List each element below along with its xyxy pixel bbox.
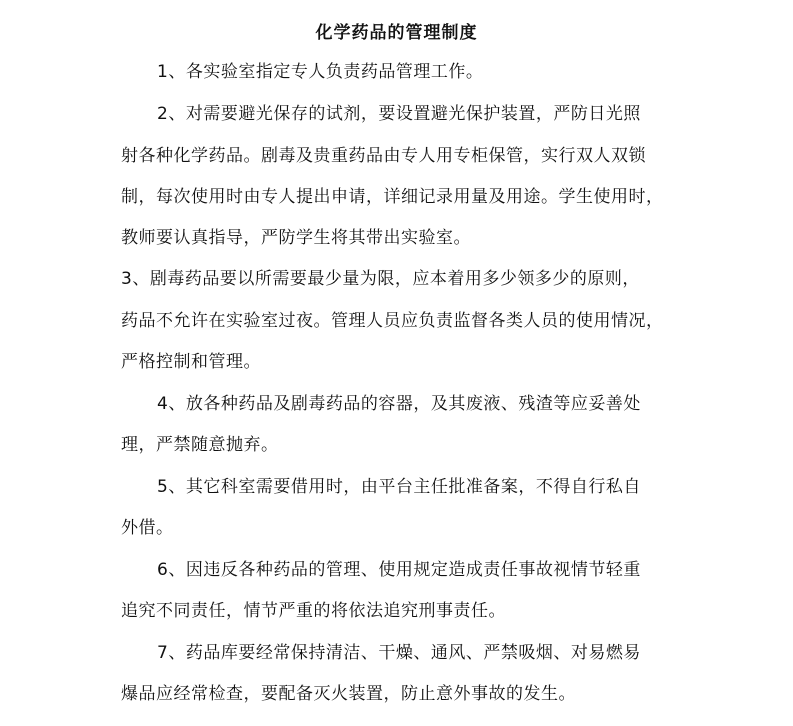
paragraph-7-line-2: 爆品应经常检查，要配备灭火装置，防止意外事故的发生。 <box>121 684 576 704</box>
paragraph-2-line-1: 2、对需要避光保存的试剂，要设置避光保护装置，严防日光照 <box>157 104 641 124</box>
paragraph-5-line-1: 5、其它科室需要借用时，由平台主任批准备案，不得自行私自 <box>157 477 641 497</box>
paragraph-6-line-1: 6、因违反各种药品的管理、使用规定造成责任事故视情节轻重 <box>157 560 641 580</box>
paragraph-1-line-1: 1、各实验室指定专人负责药品管理工作。 <box>157 62 484 82</box>
paragraph-3-line-1: 3、剧毒药品要以所需要最少量为限，应本着用多少领多少的原则， <box>121 269 640 289</box>
paragraph-7-line-1: 7、药品库要经常保持清洁、干燥、通风、严禁吸烟、对易燃易 <box>157 643 641 663</box>
paragraph-4-line-2: 理，严禁随意抛弃。 <box>121 435 279 455</box>
paragraph-3-line-2: 药品不允许在实验室过夜。管理人员应负责监督各类人员的使用情况， <box>121 311 664 331</box>
paragraph-2-line-2: 射各种化学药品。剧毒及贵重药品由专人用专柜保管，实行双人双锁 <box>121 146 646 166</box>
page-title: 化学药品的管理制度 <box>315 23 478 43</box>
paragraph-2-line-3: 制，每次使用时由专人提出申请，详细记录用量及用途。学生使用时， <box>121 187 664 207</box>
paragraph-2-line-4: 教师要认真指导，严防学生将其带出实验室。 <box>121 228 471 248</box>
paragraph-5-line-2: 外借。 <box>121 518 174 538</box>
paragraph-3-line-3: 严格控制和管理。 <box>121 352 261 372</box>
paragraph-6-line-2: 追究不同责任，情节严重的将依法追究刑事责任。 <box>121 601 506 621</box>
paragraph-4-line-1: 4、放各种药品及剧毒药品的容器，及其废液、残渣等应妥善处 <box>157 394 641 414</box>
